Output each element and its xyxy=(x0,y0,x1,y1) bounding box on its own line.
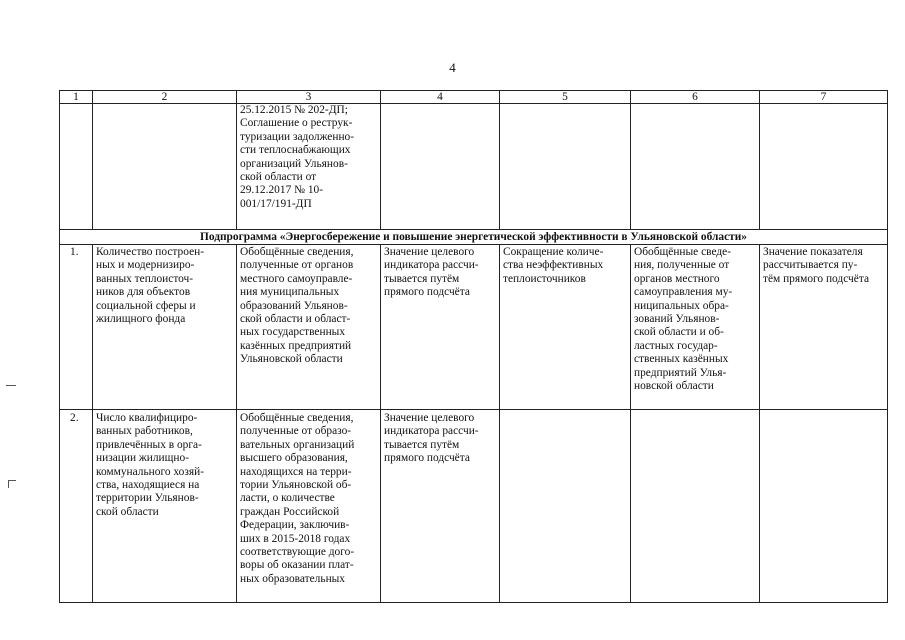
effect-method-cell xyxy=(760,410,888,603)
effect-source-cell: Обобщённые сведе- ния, полученные от органов местного самоуправления му- ниципальных обра- зований Ульянов- ской области и об- ластных государ- ственных казённых предприятий Улья- новской области xyxy=(631,245,760,410)
column-header-7: 7 xyxy=(760,91,888,104)
scan-margin-mark xyxy=(6,385,16,386)
indicators-table xyxy=(59,90,888,603)
method-cell: Значение целевого индикатора рассчи- тывается путём прямого подсчёта xyxy=(381,245,500,410)
column-header-2: 2 xyxy=(93,91,237,104)
continuation-cell-5 xyxy=(500,104,631,230)
effect-indicator-cell xyxy=(500,410,631,603)
source-cell: Обобщённые сведения, полученные от образо- вательных организаций высшего образования, находящихся на терри- тории Ульяновской об- ласти, о количестве граждан Российской Федерации, заключив- ших в 2015-2018 годах соответствующие дого- воры об оказании плат- ных образовательных xyxy=(237,410,381,603)
subprogram-row xyxy=(60,230,888,245)
column-header-4: 4 xyxy=(381,91,500,104)
source-cell: Обобщённые сведения, полученные от органов местного самоуправле- ния муниципальных образований Ульянов- ской области и област- ных государственных казённых предприятий Ульяновской области xyxy=(237,245,381,410)
table-header-row xyxy=(60,91,888,104)
scan-margin-mark xyxy=(8,480,9,488)
method-cell: Значение целевого индикатора рассчи- тывается путём прямого подсчёта xyxy=(381,410,500,603)
continuation-cell-2 xyxy=(93,104,237,230)
continuation-cell-1 xyxy=(60,104,93,230)
column-header-6: 6 xyxy=(631,91,760,104)
page-number: 4 xyxy=(449,60,456,75)
column-header-3: 3 xyxy=(237,91,381,104)
continuation-cell-6 xyxy=(631,104,760,230)
column-header-1: 1 xyxy=(60,91,93,104)
row-number: 1. xyxy=(60,245,93,410)
scan-margin-mark xyxy=(8,480,16,481)
continuation-row xyxy=(60,104,888,230)
effect-method-cell: Значение показателя рассчитывается пу- тём прямого подсчёта xyxy=(760,245,888,410)
effect-source-cell xyxy=(631,410,760,603)
column-header-5: 5 xyxy=(500,91,631,104)
row-number: 2. xyxy=(60,410,93,603)
indicator-cell: Количество построен- ных и модернизиро- ванных теплоисточ- ников для объектов социальной сферы и жилищного фонда xyxy=(93,245,237,410)
table-row xyxy=(60,410,888,603)
continuation-source-text: 25.12.2015 № 202-ДП; Соглашение о реструк- туризации задолженно- сти теплоснабжающих организаций Ульянов- ской области от 29.12.2017 № 10- 001/17/191-ДП xyxy=(240,104,355,210)
continuation-cell-3 xyxy=(237,104,381,230)
effect-indicator-cell: Сокращение количе- ства неэффективных теплоисточников xyxy=(500,245,631,410)
indicator-cell: Число квалифициро- ванных работников, привлечённых в орга- низации жилищно- коммунального хозяй- ства, находящиеся на территории Ульянов- ской области xyxy=(93,410,237,603)
subprogram-title: Подпрограмма «Энергосбережение и повышение энергетической эффективности в Ульяновской области» xyxy=(60,230,888,245)
continuation-cell-7 xyxy=(760,104,888,230)
continuation-cell-4 xyxy=(381,104,500,230)
table-row xyxy=(60,245,888,410)
